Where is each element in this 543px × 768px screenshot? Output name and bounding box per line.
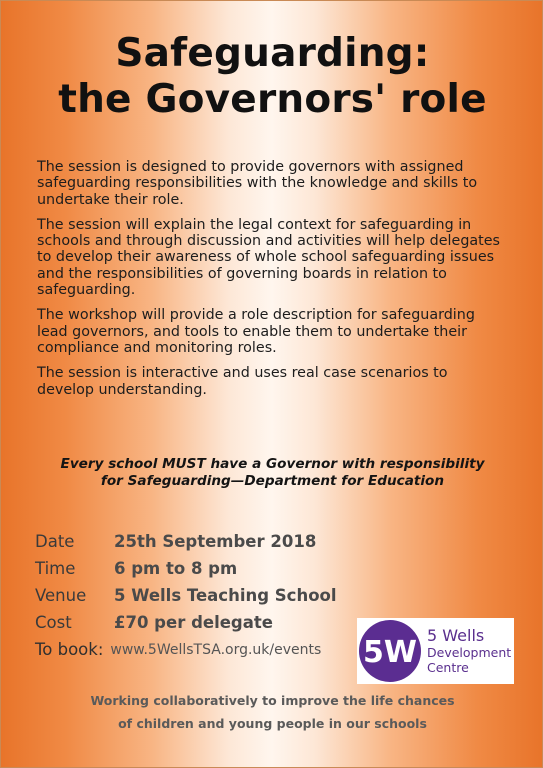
cost-value: £70 per delegate bbox=[114, 613, 273, 632]
booking-row bbox=[35, 636, 355, 663]
date-value: 25th September 2018 bbox=[114, 532, 317, 551]
paragraph-2: The session will explain the legal context for safeguarding in schools and through discussion and activities will help delegates to develop their awareness of whole school safeguarding issues and the responsibilities of governing boards in relation to safeguarding. bbox=[37, 216, 501, 299]
booking-label: To book: bbox=[35, 640, 104, 659]
footer-line-1: Working collaboratively to improve the life chances bbox=[90, 693, 455, 708]
date-row bbox=[35, 528, 355, 555]
quote-line-1: Every school MUST have a Governor with responsibility bbox=[60, 456, 485, 472]
date-label: Date bbox=[35, 532, 75, 551]
quote-line-2: for Safeguarding—Department for Education bbox=[100, 473, 445, 489]
logo-sub-line-2: Centre bbox=[427, 660, 469, 675]
time-value: 6 pm to 8 pm bbox=[114, 559, 238, 578]
cost-row bbox=[35, 609, 355, 636]
logo-name: 5 Wells bbox=[427, 626, 485, 645]
time-label: Time bbox=[35, 559, 76, 578]
footer-tagline bbox=[1, 689, 543, 735]
logo-text bbox=[427, 627, 511, 675]
paragraph-1: The session is designed to provide governors with assigned safeguarding responsibilities with the knowledge and skills to undertake their role. bbox=[37, 159, 478, 208]
title-line-1: Safeguarding: bbox=[115, 31, 430, 76]
time-row bbox=[35, 555, 355, 582]
venue-label: Venue bbox=[35, 586, 87, 605]
five-wells-logo bbox=[357, 618, 514, 684]
logo-sub-line-1: Development bbox=[427, 645, 512, 660]
title-line-2: the Governors' role bbox=[58, 77, 487, 122]
session-description bbox=[37, 159, 507, 407]
venue-value: 5 Wells Teaching School bbox=[114, 586, 337, 605]
flyer-title bbox=[1, 31, 543, 123]
footer-line-2: of children and young people in our schools bbox=[118, 716, 427, 731]
cost-label: Cost bbox=[35, 613, 72, 632]
venue-row bbox=[35, 582, 355, 609]
five-wells-logo-mark bbox=[357, 618, 423, 684]
paragraph-4: The session is interactive and uses real case scenarios to develop understanding. bbox=[37, 365, 448, 398]
dfe-quote bbox=[1, 456, 543, 490]
booking-link[interactable]: www.5WellsTSA.org.uk/events bbox=[110, 641, 322, 658]
event-details bbox=[35, 528, 355, 663]
logo-mark-text: 5W bbox=[363, 635, 417, 670]
paragraph-3: The workshop will provide a role description for safeguarding lead governors, and tools to enable them to undertake their compliance and monitoring roles. bbox=[37, 307, 475, 356]
